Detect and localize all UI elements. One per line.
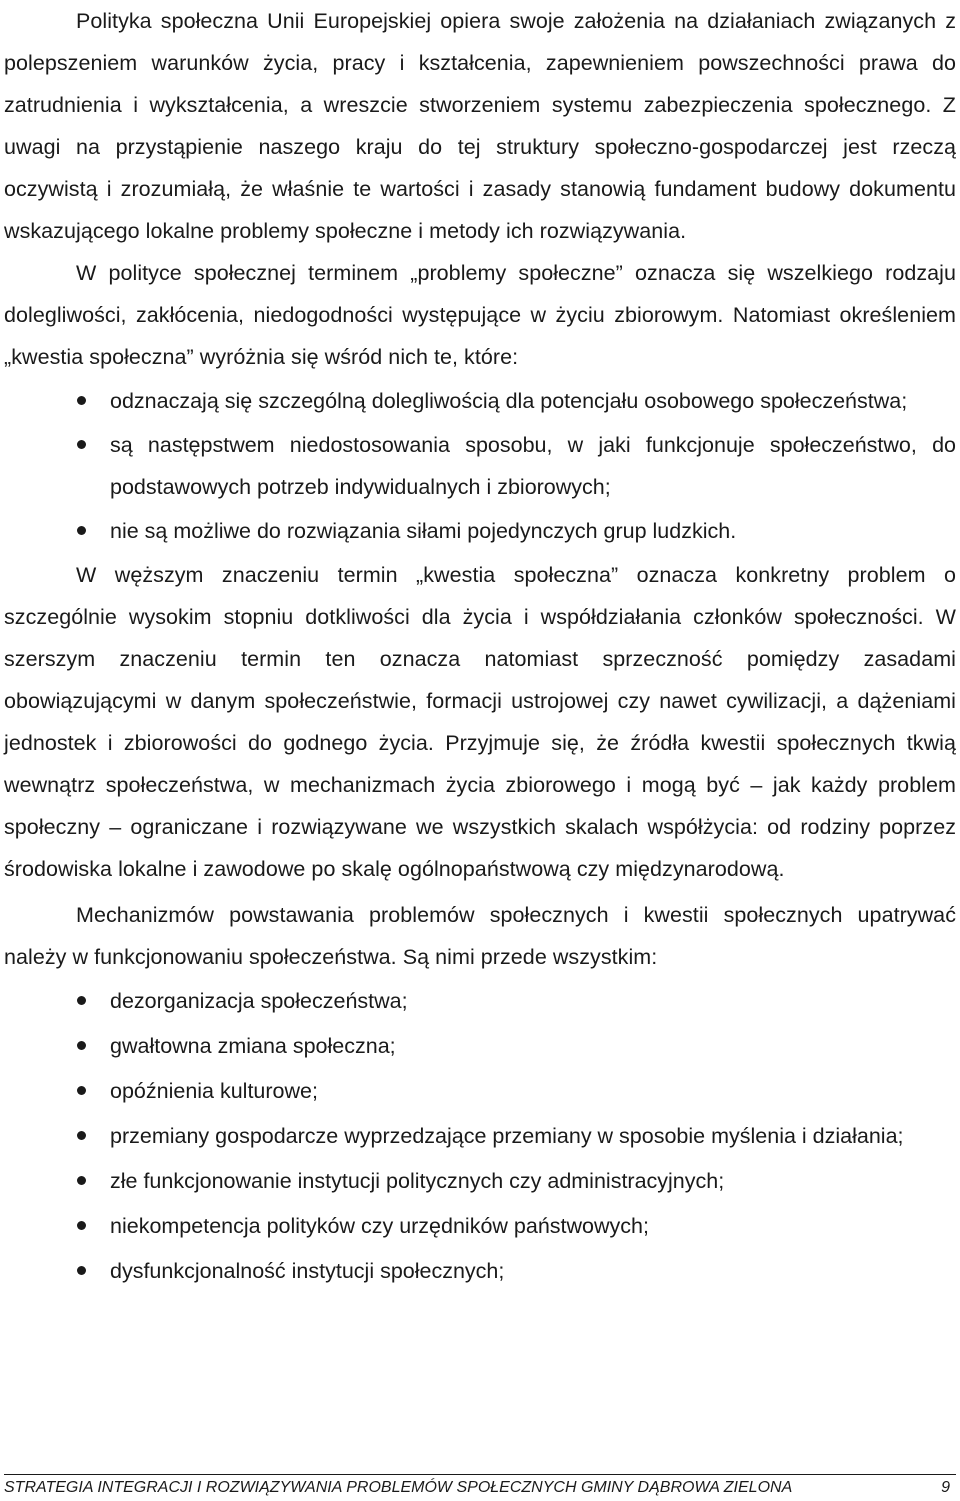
bullet-icon bbox=[77, 440, 86, 449]
list-item: przemiany gospodarcze wyprzedzające przemiany w sposobie myślenia i działania; bbox=[4, 1115, 956, 1157]
mechanisms-list bbox=[4, 980, 956, 1292]
paragraph-social-problems-definition: W polityce społecznej terminem „problemy społeczne” oznacza się wszelkiego rodzaju dolegliwości, zakłócenia, niedogodności występujące w życiu zbiorowym. Natomiast określeniem „kwestia społeczna” wyróżnia się wśród nich te, które: bbox=[4, 261, 956, 369]
bullet-icon bbox=[77, 526, 86, 535]
list-item: opóźnienia kulturowe; bbox=[4, 1070, 956, 1112]
list-item: są następstwem niedostosowania sposobu, w jaki funkcjonuje społeczeństwo, do podstawowych potrzeb indywidualnych i zbiorowych; bbox=[4, 424, 956, 508]
paragraph-eu-social-policy: Polityka społeczna Unii Europejskiej opiera swoje założenia na działaniach związanych z polepszeniem warunków życia, pracy i kształcenia, zapewnieniem powszechności prawa do zatrudnienia i wykształcenia, a wreszcie stworzeniem systemu zabezpieczenia społecznego. Z uwagi na przystąpienie naszego kraju do tej struktury społeczno-gospodarczej jest rzeczą oczywistą i zrozumiałą, że właśnie te wartości i zasady stanowią fundament budowy dokumentu wskazującego lokalne problemy społeczne i metody ich rozwiązywania. bbox=[4, 9, 956, 243]
list-item: nie są możliwe do rozwiązania siłami pojedynczych grup ludzkich. bbox=[4, 510, 956, 552]
list-item: niekompetencja polityków czy urzędników państwowych; bbox=[4, 1205, 956, 1247]
bullet-icon bbox=[77, 396, 86, 405]
document-page bbox=[4, 0, 956, 1295]
bullet-icon bbox=[77, 996, 86, 1005]
footer-title: STRATEGIA INTEGRACJI I ROZWIĄZYWANIA PROBLEMÓW SPOŁECZNYCH GMINY DĄBROWA ZIELONA bbox=[4, 1479, 793, 1496]
page-number: 9 bbox=[941, 1479, 950, 1496]
list-item: złe funkcjonowanie instytucji politycznych czy administracyjnych; bbox=[4, 1160, 956, 1202]
bullet-icon bbox=[77, 1221, 86, 1230]
page-footer bbox=[4, 1474, 956, 1500]
bullet-icon bbox=[77, 1041, 86, 1050]
paragraph-mechanisms: Mechanizmów powstawania problemów społecznych i kwestii społecznych upatrywać należy w funkcjonowaniu społeczeństwa. Są nimi przede wszystkim: bbox=[4, 903, 956, 969]
list-item: dysfunkcjonalność instytucji społecznych; bbox=[4, 1250, 956, 1292]
bullet-icon bbox=[77, 1086, 86, 1095]
bullet-icon bbox=[77, 1131, 86, 1140]
paragraph-social-issue-meaning: W węższym znaczeniu termin „kwestia społeczna” oznacza konkretny problem o szczególnie wysokim stopniu dotkliwości dla życia i współdziałania członków społeczności. W szerszym znaczeniu termin ten oznacza natomiast sprzeczność pomiędzy zasadami obowiązującymi w danym społeczeństwie, formacji ustrojowej czy nawet cywilizacji, a dążeniami jednostek i zbiorowości do godnego życia. Przyjmuje się, że źródła kwestii społecznych tkwią wewnątrz społeczeństwa, w mechanizmach życia zbiorowego i mogą być – jak każdy problem społeczny – ograniczane i rozwiązywane we wszystkich skalach współżycia: od rodziny poprzez środowiska lokalne i zawodowe po skalę ogólnopaństwową czy międzynarodową. bbox=[4, 563, 956, 881]
social-issue-criteria-list bbox=[4, 380, 956, 552]
list-item: dezorganizacja społeczeństwa; bbox=[4, 980, 956, 1022]
list-item: odznaczają się szczególną dolegliwością dla potencjału osobowego społeczeństwa; bbox=[4, 380, 956, 422]
bullet-icon bbox=[77, 1266, 86, 1275]
bullet-icon bbox=[77, 1176, 86, 1185]
list-item: gwałtowna zmiana społeczna; bbox=[4, 1025, 956, 1067]
